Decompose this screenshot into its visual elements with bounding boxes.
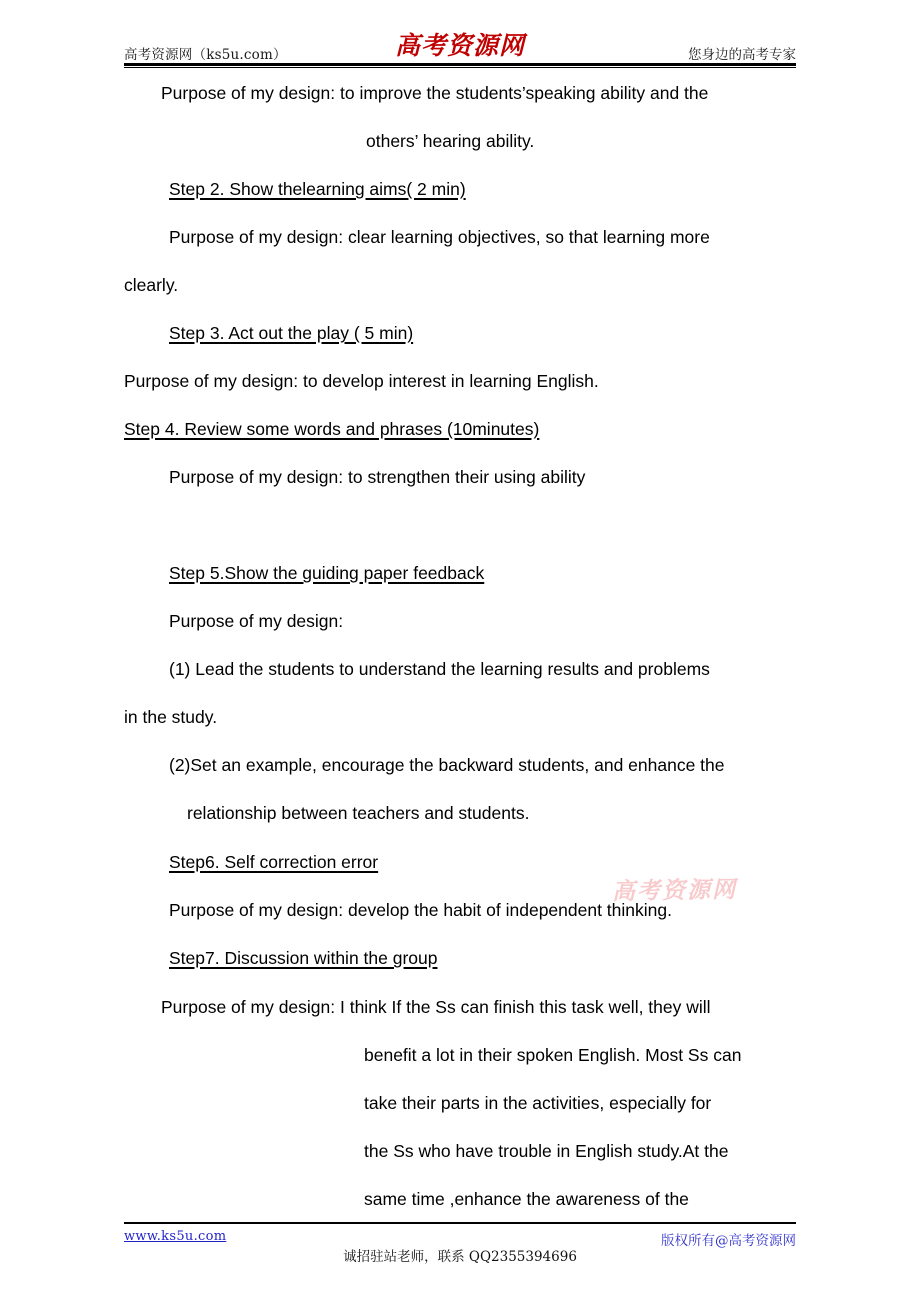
- footer-website-link[interactable]: www.ks5u.com: [124, 1229, 227, 1244]
- body-text-line: Purpose of my design: clear learning objectives, so that learning more: [169, 227, 710, 247]
- body-text-line: (2)Set an example, encourage the backward students, and enhance the: [169, 755, 725, 775]
- body-text-line: Purpose of my design: to improve the students’speaking ability and the: [161, 83, 709, 103]
- body-text-line: (1) Lead the students to understand the learning results and problems: [169, 659, 710, 679]
- body-text-line: others’ hearing ability.: [366, 131, 535, 151]
- header-site-name: 高考资源网（ks5u.com）: [124, 47, 287, 63]
- footer-copyright: 版权所有@高考资源网: [661, 1233, 796, 1249]
- body-text-line: Purpose of my design: I think If the Ss can finish this task well, they will: [161, 997, 711, 1017]
- step-heading: Step 3. Act out the play ( 5 min): [169, 323, 414, 343]
- step-heading: Step 2. Show thelearning aims( 2 min): [169, 179, 466, 199]
- body-text-line: the Ss who have trouble in English study.At the: [364, 1141, 729, 1161]
- body-text-line: relationship between teachers and students.: [187, 803, 530, 823]
- step-heading: Step6. Self correction error: [169, 852, 379, 872]
- step-heading: Step7. Discussion within the group: [169, 948, 438, 968]
- body-text-line: clearly.: [124, 275, 179, 295]
- body-text-line: Purpose of my design:: [169, 611, 344, 631]
- step-heading: Step 5.Show the guiding paper feedback: [169, 563, 485, 583]
- body-text-line: Purpose of my design: to develop interest in learning English.: [124, 371, 599, 391]
- watermark: 高考资源网: [611, 875, 738, 906]
- footer-recruit-notice: 诚招驻站老师，联系 QQ2355394696: [343, 1249, 577, 1265]
- header-tagline: 您身边的高考专家: [688, 47, 796, 63]
- footer-divider: [124, 1222, 796, 1224]
- step-heading: Step 4. Review some words and phrases (10minutes): [124, 419, 540, 439]
- body-text-line: benefit a lot in their spoken English. Most Ss can: [364, 1045, 742, 1065]
- body-text-line: Purpose of my design: to strengthen their using ability: [169, 467, 586, 487]
- body-text-line: Purpose of my design: develop the habit of independent thinking.: [169, 900, 672, 920]
- body-text-line: take their parts in the activities, especially for: [364, 1093, 712, 1113]
- header-logo: 高考资源网: [394, 31, 526, 60]
- body-text-line: in the study.: [124, 707, 218, 727]
- body-text-line: same time ,enhance the awareness of the: [364, 1189, 689, 1209]
